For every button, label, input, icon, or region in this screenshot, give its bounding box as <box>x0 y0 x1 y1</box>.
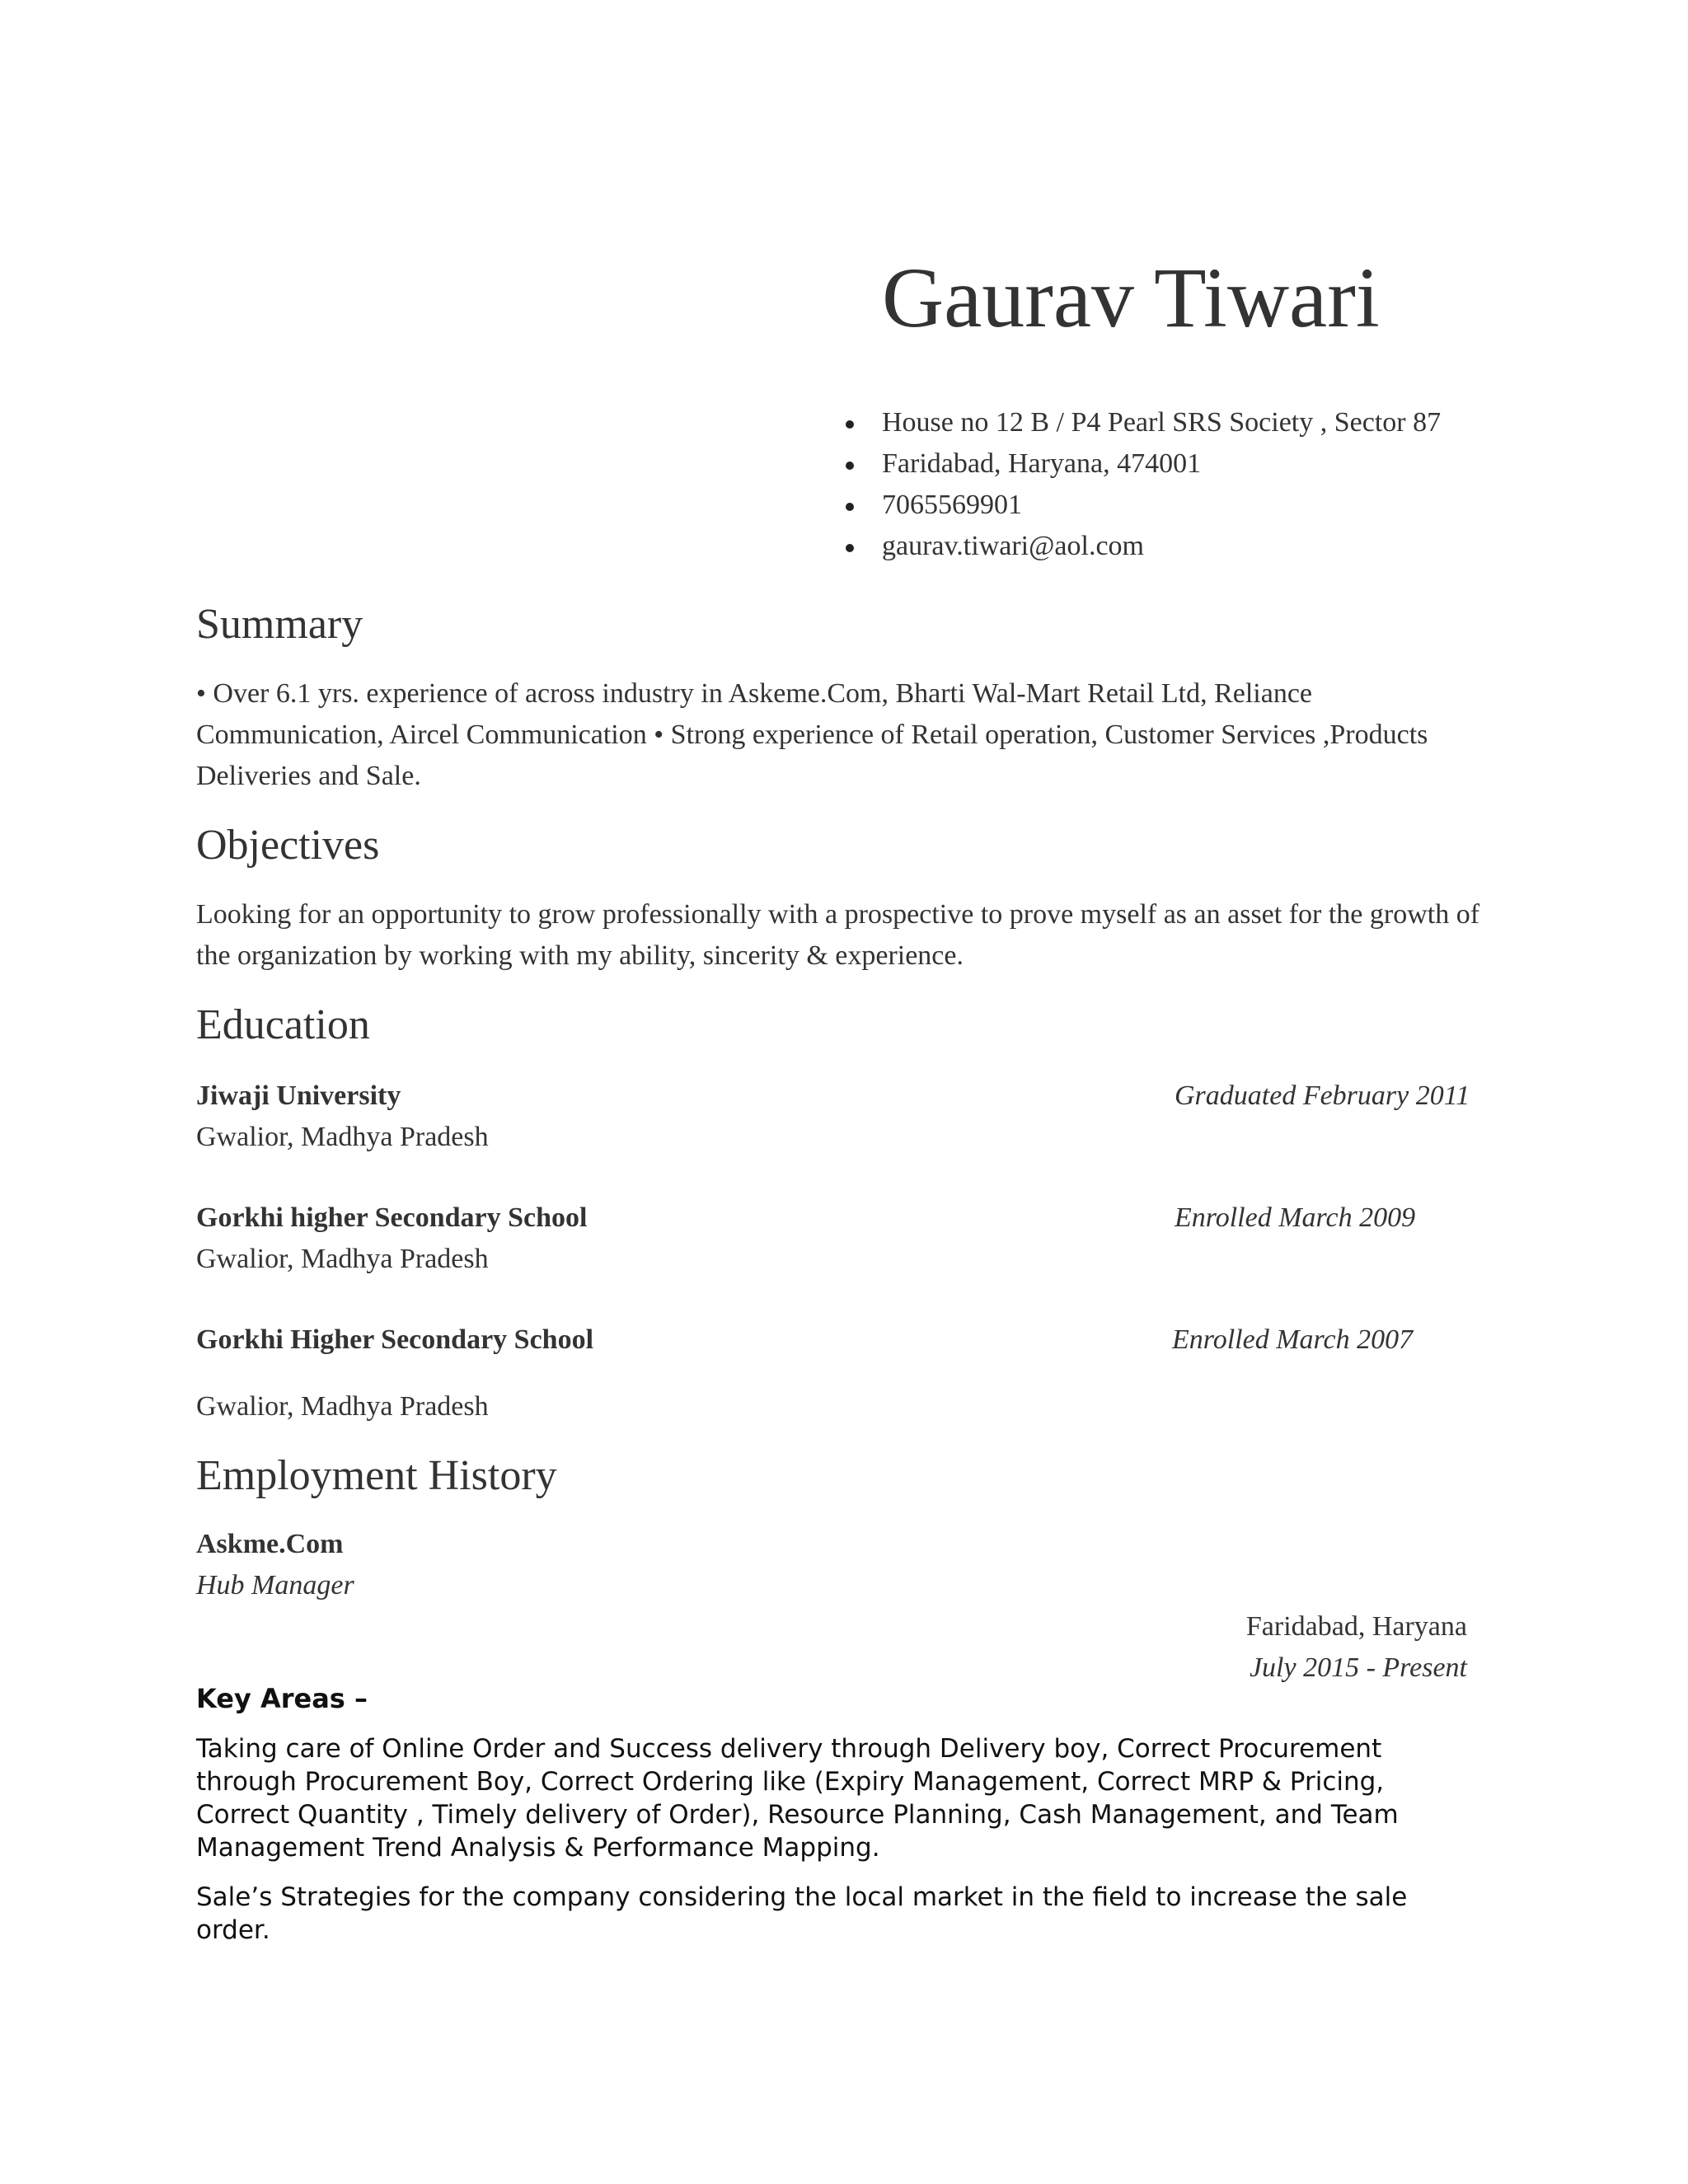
objectives-text: Looking for an opportunity to grow professionally with a prospective to prove myself as an asset for the growth of the organization by working with my ability, sincerity & experience. <box>196 899 1480 971</box>
contact-list <box>841 402 1441 567</box>
job-title: Hub Manager <box>196 1570 354 1601</box>
education-location: Gwalior, Madhya Pradesh <box>196 1122 489 1152</box>
objectives-heading: Objectives <box>196 822 380 869</box>
contact-address: House no 12 B / P4 Pearl SRS Society , Sector 87 <box>841 402 1441 443</box>
education-school: Jiwaji University <box>196 1080 401 1111</box>
contact-city: Faridabad, Haryana, 474001 <box>841 443 1441 485</box>
key-areas-text: Sale’s Strategies for the company considering the local market in the field to increase the sale order. <box>196 1882 1408 1945</box>
contact-email: gaurav.tiwari@aol.com <box>841 526 1441 567</box>
summary-text: • Over 6.1 yrs. experience of across industry in Askeme.Com, Bharti Wal-Mart Retail Ltd, Reliance Communication, Aircel Communication • Strong experience of Retail operation, Customer Services ,Products Deliveries and Sale. <box>196 678 1428 791</box>
education-school: Gorkhi Higher Secondary School <box>196 1324 594 1355</box>
employer-name: Askme.Com <box>196 1529 344 1559</box>
education-date: Enrolled March 2007 <box>1172 1324 1414 1355</box>
job-location: Faridabad, Haryana <box>1245 1611 1467 1642</box>
education-heading: Education <box>196 1001 370 1048</box>
contact-phone: 7065569901 <box>841 485 1441 526</box>
education-location: Gwalior, Madhya Pradesh <box>196 1391 489 1422</box>
education-location: Gwalior, Madhya Pradesh <box>196 1244 489 1274</box>
candidate-name: Gaurav Tiwari <box>882 251 1380 345</box>
education-school: Gorkhi higher Secondary School <box>196 1202 588 1233</box>
summary-heading: Summary <box>196 601 363 648</box>
job-dates: July 2015 - Present <box>1249 1652 1467 1683</box>
key-areas-text: Taking care of Online Order and Success delivery through Delivery boy, Correct Procurement through Procurement Boy, Correct Ordering like (Expiry Management, Correct MRP & Pricing, Correct Quantity , Timely delivery of Order), Resource Planning, Cash Management, and Team Management Trend Analysis & Performance Mapping. <box>196 1734 1399 1863</box>
education-date: Enrolled March 2009 <box>1175 1202 1416 1233</box>
key-areas-label: Key Areas – <box>196 1683 368 1714</box>
education-date: Graduated February 2011 <box>1175 1080 1470 1111</box>
employment-heading: Employment History <box>196 1452 557 1499</box>
